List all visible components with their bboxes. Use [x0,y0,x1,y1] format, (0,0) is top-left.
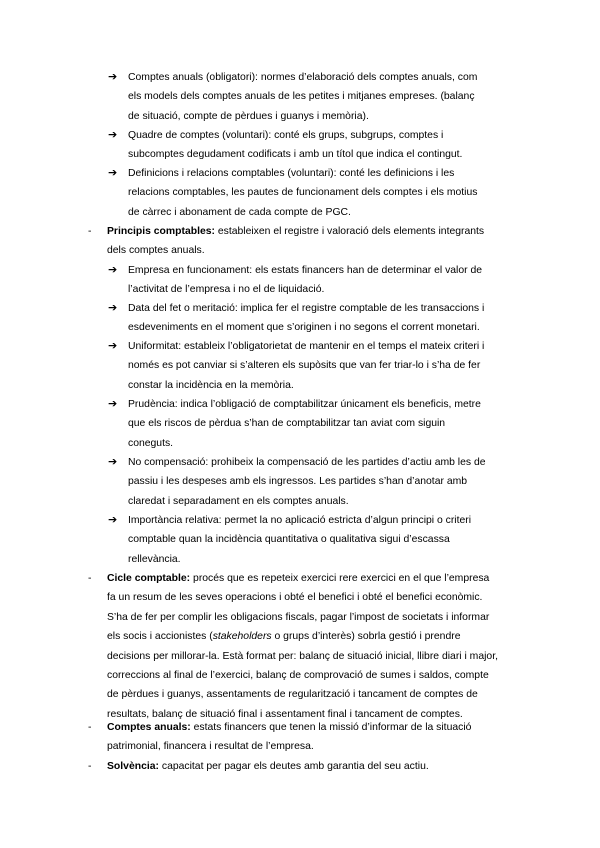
text-line: passiu i les despeses amb els ingressos. Les partides s’han d’anotar amb [128,476,468,488]
list-item-cicle-comptable [88,569,527,724]
text-line: l’activitat de l’empresa i no el de liquidació. [128,284,325,296]
text-line: No compensació: prohibeix la compensació de les partides d’actiu amb les de [128,457,486,468]
text-line: fa un resum de les seves operacions i obté el benefici i obté el benefici econòmic. [107,592,483,604]
text-line [107,222,527,241]
text-line: dels comptes anuals. [107,245,205,257]
text-line: S’ha de fer per complir les obligacions fiscals, pagar l’impost de societats i informar [107,611,490,623]
dash-bullet: - [88,573,92,584]
text-line: només es pot canviar si s’alteren els supòsits que van fer triar-lo i s’ha de fer [128,360,481,372]
text-line: Comptes anuals (obligatori): normes d’elaboració dels comptes anuals, com [128,72,478,83]
arrow-bullet-icon: ➔ [108,340,118,352]
text-line: Importància relativa: permet la no aplicació estricta d’algun principi o criteri [128,515,472,526]
definition-text: estats financers que tenen la missió d’informar de la situació [190,722,472,733]
arrow-bullet-icon: ➔ [108,129,118,141]
arrow-bullet-icon: ➔ [108,264,118,276]
dash-bullet: - [88,226,92,237]
arrow-bullet-icon: ➔ [108,71,118,83]
list-item-importancia-relativa [108,511,526,569]
list-item-principis-comptables [88,222,527,261]
text-line: patrimonial, financera i resultat de l’empresa. [107,741,314,753]
text-segment: els socis i accionistes ( [107,631,213,643]
arrow-bullet-icon: ➔ [108,514,118,526]
arrow-bullet-icon: ➔ [108,167,118,179]
text-line: Quadre de comptes (voluntari): conté els grups, subgrups, comptes i [128,130,444,141]
list-item-no-compensacio [108,453,526,511]
text-line: constar la incidència en la memòria. [128,379,294,391]
list-item-quadre-de-comptes [108,126,526,165]
text-line: Empresa en funcionament: els estats financers han de determinar el valor de [128,265,483,276]
list-item-prudencia [108,395,526,453]
text-line [107,569,527,588]
list-item-solvencia [88,757,527,776]
text-line: esdeveniments en el moment que s’originen i no segons el corrent monetari. [128,322,480,334]
text-segment: o grups d’interès) sobrla gestió i prendre [271,631,461,643]
dash-bullet: - [88,722,92,733]
arrow-bullet-icon: ➔ [108,398,118,410]
arrow-bullet-icon: ➔ [108,302,118,314]
text-line: de pèrdues i guanys, assentaments de regularització i tancament de comptes de [107,689,478,701]
text-line: correccions al final de l’exercici, balanç de comprovació de sumes i saldos, compte [107,670,489,682]
text-line: Uniformitat: estableix l’obligatorietat de mantenir en el temps el mateix criteri i [128,341,485,352]
text-line: claredat i separadament en els comptes anuals. [128,495,349,507]
list-item-uniformitat [108,337,526,395]
text-line: coneguts. [128,437,174,449]
definition-text: procés que es repeteix exercici rere exercici en el que l’empresa [190,573,490,584]
text-line: els models dels comptes anuals de les petites i mitjanes empreses. (balanç [128,91,475,103]
text-line: resultats, balanç de situació final i assentament final i tancament de comptes. [107,708,463,720]
list-item-empresa-en-funcionament [108,261,526,300]
text-line: decisions per millorar-la. Està format per: balanç de situació inicial, llibre diari i major, [107,650,498,662]
definition-text: capacitat per pagar els deutes amb garantia del seu actiu. [158,761,429,772]
list-item-comptes-anuals [88,718,527,757]
term-cicle: Cicle comptable: [107,573,191,584]
dash-bullet: - [88,761,92,772]
text-line: comptable quan la incidència quantitativa o qualitativa sigui d’escassa [128,534,450,546]
term-principis: Principis comptables: [107,226,215,237]
term-comptes-anuals: Comptes anuals: [107,722,191,733]
definition-text: estableixen el registre i valoració dels elements integrants [214,226,485,237]
text-line: Prudència: indica l’obligació de comptabilitzar únicament els beneficis, metre [128,399,481,410]
text-line: Definicions i relacions comptables (voluntari): conté les definicions i les [128,168,455,179]
text-line: que els riscos de pèrdua s’han de comptabilitzar tan aviat com siguin [128,418,446,430]
text-line: de situació, compte de pèrdues i guanys i memòria). [128,110,369,122]
list-item-comptes-anuals-obligatori [108,68,526,126]
text-line: Data del fet o meritació: implica fer el registre comptable de les transaccions i [128,303,485,314]
text-line [107,757,527,776]
list-item-definicions-relacions [108,164,526,222]
list-item-data-del-fet [108,299,526,338]
text-line [107,718,527,737]
text-line: subcomptes degudament codificats i amb un títol que indica el contingut. [128,149,463,161]
text-line: rellevància. [128,553,181,565]
term-solvencia: Solvència: [107,761,159,772]
italic-term: stakeholders [212,631,272,643]
text-line [107,627,527,646]
text-line: de càrrec i abonament de cada compte de PGC. [128,206,351,218]
text-line: relacions comptables, les pautes de funcionament dels comptes i els motius [128,187,478,199]
arrow-bullet-icon: ➔ [108,456,118,468]
